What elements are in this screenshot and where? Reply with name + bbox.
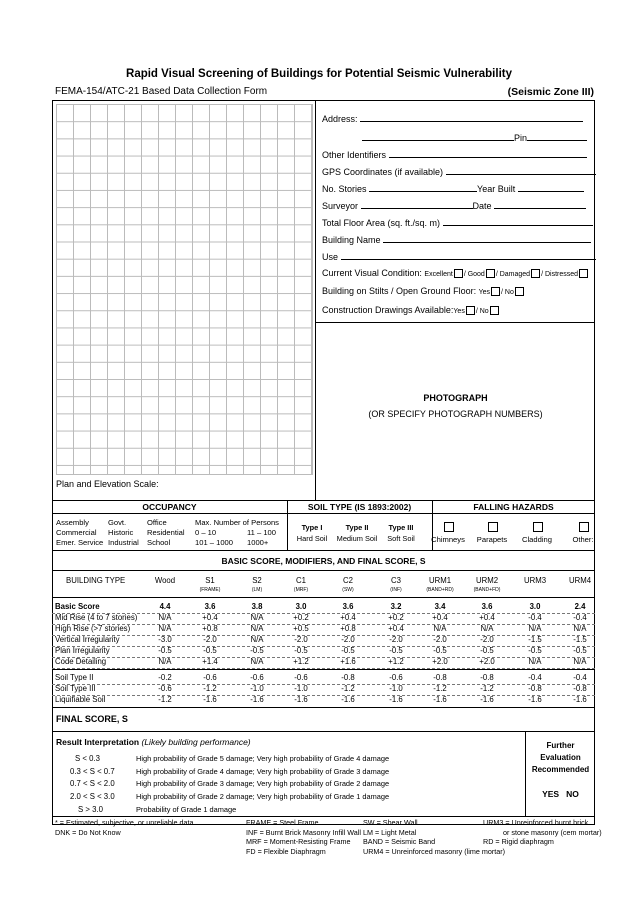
score-value: -1.6 [294,695,308,704]
section-line [52,816,595,817]
row-separator [52,695,595,696]
floor-area-field[interactable]: Total Floor Area (sq. ft./sq. m) [322,216,593,228]
score-value: 3.6 [342,602,354,611]
occupancy-option[interactable]: Historic [108,528,134,537]
section-line [52,707,595,708]
score-value: -0.8 [480,673,494,682]
photo-divider [316,322,595,323]
excellent-checkbox[interactable] [454,269,463,278]
distressed-checkbox[interactable] [579,269,588,278]
building-type-name: C3 [391,576,401,585]
building-type-name: URM2 [475,576,499,585]
score-value: -0.5 [573,646,587,655]
section-line [52,550,595,551]
score-value: -0.5 [203,646,217,655]
footnote: MRF = Moment-Resisting Frame [246,837,351,847]
score-value: -0.4 [573,613,587,622]
damaged-checkbox[interactable] [531,269,540,278]
building-type-sub: (SW) [342,587,354,593]
score-value: -0.4 [528,613,542,622]
building-type-sub: (INF) [390,587,402,593]
occupancy-option[interactable]: School [147,538,171,547]
score-value: -1.6 [389,695,403,704]
occupancy-option[interactable]: Assembly [56,518,89,527]
address-field[interactable]: Address: [322,112,583,124]
building-name-field[interactable]: Building Name [322,233,591,245]
persons-title: Max. Number of Persons [195,518,279,527]
score-value: N/A [250,635,264,644]
score-value: +2.0 [432,657,448,666]
soil-type-label[interactable]: Type II [345,523,369,532]
section-line [52,731,595,732]
score-value: 3.0 [295,602,307,611]
hazard-checkbox[interactable] [488,522,498,532]
building-type-sub: (FRAME) [199,587,221,593]
result-description: High probability of Grade 4 damage; Very high probability of Grade 3 damage [136,766,390,776]
score-value: +0.2 [388,613,404,622]
section-line [52,513,595,514]
stilts-field: Building on Stilts / Open Ground Floor: Yes / No [322,286,525,296]
row-separator [52,684,595,685]
score-value: -0.6 [158,684,172,693]
score-value: 2.4 [574,602,586,611]
building-type-name: C1 [296,576,306,585]
score-row-label: Plan Irregularity [55,646,110,655]
score-value: -0.4 [528,673,542,682]
score-value: -1.2 [203,684,217,693]
surveyor-field[interactable]: Surveyor Date [322,199,586,211]
score-row-label: Code Detailing [55,657,107,666]
building-type-name: C2 [343,576,353,585]
score-value: +0.5 [293,624,309,633]
result-range: 0.7 < S < 2.0 [70,779,115,789]
score-value: -2.0 [389,635,403,644]
footnote: BAND = Seismic Band [363,837,436,847]
sketch-grid[interactable] [56,104,313,475]
footnote: or stone masonry (cem mortar) [503,827,602,837]
footnote: DNK = Do Not Know [55,827,121,837]
section-line [52,500,595,501]
footnote: INF = Burnt Brick Masonry Infill Wall [246,827,361,837]
soil-header: SOIL TYPE (IS 1893:2002) [307,502,412,512]
score-value: -2.0 [203,635,217,644]
score-value: -1.0 [294,684,308,693]
drawings-no-checkbox[interactable] [490,306,499,315]
footnote: URM3 = Unreinforced burnt brick [483,818,589,827]
score-value: +1.6 [340,657,356,666]
score-value: -1.0 [250,684,264,693]
result-range: S > 3.0 [78,804,103,814]
score-value: N/A [250,624,264,633]
result-title: Result Interpretation (Likely building performance) [56,737,251,747]
score-value: N/A [158,613,172,622]
score-value: -0.4 [573,673,587,682]
score-value: -1.6 [528,695,542,704]
footnote: FD = Flexible Diaphragm [246,846,326,856]
score-value: 3.8 [251,602,263,611]
soil-type-label[interactable]: Type I [301,523,323,532]
footnote: URM4 = Unreinforced masonry (lime mortar) [363,846,505,856]
final-score-label[interactable]: FINAL SCORE, S [56,714,128,724]
soil-type-desc: Hard Soil [296,534,328,543]
score-value: -0.6 [389,673,403,682]
score-value: -1.6 [573,695,587,704]
footnote: FRAME = Steel Frame [246,818,319,827]
score-row-label: Mid Rise (4 to 7 stories) [55,613,138,622]
photo-subtitle: (OR SPECIFY PHOTOGRAPH NUMBERS) [368,409,543,419]
score-value: +0.2 [293,613,309,622]
building-type-sub: (BAND+RD) [426,587,454,593]
score-value: N/A [158,657,172,666]
building-type-sub: (MRF) [293,587,309,593]
score-value: -0.2 [158,673,172,682]
score-value: N/A [528,657,542,666]
score-value: 3.6 [204,602,216,611]
column-divider [315,100,316,500]
score-value: -2.0 [341,635,355,644]
building-type-name: S1 [205,576,215,585]
footnote: SW = Shear Wall [363,818,418,827]
score-value: -1.0 [389,684,403,693]
score-value: N/A [573,657,587,666]
hazards-header: FALLING HAZARDS [473,502,554,512]
score-value: -2.0 [433,635,447,644]
soil-type-desc: Medium Soil [336,534,378,543]
section-line [52,669,595,670]
form-title: Rapid Visual Screening of Buildings for Potential Seismic Vulnerability [126,68,512,80]
further-evaluation: Further Evaluation Recommended [531,741,590,774]
persons-option[interactable]: 101 – 1000 [195,538,234,547]
hazard-label: Parapets [476,535,508,544]
score-value: 3.0 [529,602,541,611]
occupancy-option[interactable]: Industrial [108,538,139,547]
score-value: +0.4 [340,613,356,622]
score-value: -0.5 [250,646,264,655]
score-value: +0.4 [432,613,448,622]
occupancy-option[interactable]: Emer. Service [56,538,104,547]
result-range: 2.0 < S < 3.0 [70,792,115,802]
score-row-label: High Rise (>7 stories) [55,624,131,633]
building-type-sub: (BAND+FD) [473,587,501,593]
score-value: +0.4 [388,624,404,633]
result-description: Probability of Grade 1 damage [136,804,237,814]
score-value: -0.5 [433,646,447,655]
footnote: RD = Rigid diaphragm [483,837,554,847]
score-value: -1.2 [341,684,355,693]
stilts-yes-checkbox[interactable] [491,287,500,296]
persons-option[interactable]: 11 – 100 [247,528,276,537]
hazard-label: Cladding [522,535,552,544]
score-value: -2.0 [294,635,308,644]
result-description: High probability of Grade 3 damage; Very high probability of Grade 2 damage [136,779,390,789]
score-value: -0.8 [341,673,355,682]
score-value: -1.6 [250,695,264,704]
hazard-checkbox[interactable] [444,522,454,532]
building-type-name: URM3 [523,576,547,585]
occupancy-option[interactable]: Office [147,518,167,527]
score-value: +1.2 [388,657,404,666]
score-value: -1.5 [528,635,542,644]
score-value: +1.2 [293,657,309,666]
occupancy-option[interactable]: Govt. [108,518,127,527]
evaluation-choice[interactable]: YES NO [542,789,579,799]
section-line [52,570,595,571]
basic-score-header: BASIC SCORE, MODIFIERS, AND FINAL SCORE, S [221,556,426,566]
score-value: -1.6 [203,695,217,704]
score-row-label: Basic Score [55,602,100,611]
score-value: N/A [250,613,264,622]
hazard-label: Other: [572,535,594,544]
row-separator [52,635,595,636]
pin-field[interactable]: Pin [362,131,587,143]
footnote: * = Estimated, subjective, or unreliable data [55,818,194,827]
score-value: -1.6 [341,695,355,704]
score-value: -0.5 [480,646,494,655]
score-value: +0.8 [202,624,218,633]
score-value: -1.2 [158,695,172,704]
score-value: -0.5 [341,646,355,655]
result-description: High probability of Grade 2 damage; Very high probability of Grade 1 damage [136,792,390,802]
building-type-sub: (LM) [251,587,263,593]
score-value: N/A [480,624,494,633]
occupancy-header: OCCUPANCY [142,502,197,512]
score-value: +0.4 [479,613,495,622]
row-separator [52,624,595,625]
stories-field[interactable]: No. Stories Year Built [322,182,584,194]
building-type-name: URM1 [428,576,452,585]
score-value: -3.0 [158,635,172,644]
score-row-label: Soil Type III [55,684,96,693]
score-value: -1.2 [480,684,494,693]
score-value: -0.8 [528,684,542,693]
result-range: S < 0.3 [75,754,100,763]
section-line [52,597,595,598]
score-value: -0.5 [294,646,308,655]
score-value: N/A [528,624,542,633]
good-checkbox[interactable] [486,269,495,278]
score-value: N/A [433,624,447,633]
score-value: -0.6 [250,673,264,682]
score-value: 3.2 [390,602,402,611]
persons-option[interactable]: 1000+ [247,538,269,547]
score-value: -0.5 [389,646,403,655]
score-value: -0.8 [573,684,587,693]
form-name: FEMA-154/ATC-21 Based Data Collection Form [55,86,268,97]
score-value: -0.5 [528,646,542,655]
score-row-label: Liquifiable Soil [55,695,106,704]
visual-condition-field: Current Visual Condition: Excellent / Good / Damaged / Distressed [322,268,589,278]
score-value: N/A [250,657,264,666]
score-value: -1.6 [480,695,494,704]
plan-scale-label: Plan and Elevation Scale: [56,479,159,489]
score-value: N/A [158,624,172,633]
score-value: +0.8 [340,624,356,633]
score-value: 3.4 [434,602,446,611]
row-separator [52,646,595,647]
result-description: High probability of Grade 5 damage; Very high probability of Grade 4 damage [136,754,390,763]
soil-type-label[interactable]: Type III [388,523,414,532]
photo-title: PHOTOGRAPH [423,393,488,403]
building-type-label: BUILDING TYPE [66,576,126,585]
score-row-label: Soil Type II [55,673,94,682]
building-type-name: Wood [154,576,176,585]
score-value: -0.6 [294,673,308,682]
building-type-name: S2 [252,576,262,585]
seismic-zone: (Seismic Zone III) [507,86,594,98]
footnote: LM = Light Metal [363,827,417,837]
score-value: -1.6 [433,695,447,704]
occupancy-option[interactable]: Residential [147,528,185,537]
hazard-label: Chimneys [431,535,465,544]
row-separator [52,657,595,658]
other-identifiers-field[interactable]: Other Identifiers [322,148,587,160]
score-value: -1.5 [573,635,587,644]
score-value: -2.0 [480,635,494,644]
score-value: +2.0 [479,657,495,666]
score-row-label: Vertical Irregularity [55,635,120,644]
drawings-field: Construction Drawings Available:Yes / No [322,305,500,315]
score-value: -0.6 [203,673,217,682]
score-value: 4.4 [159,602,171,611]
stilts-no-checkbox[interactable] [515,287,524,296]
gps-field[interactable]: GPS Coordinates (if available) [322,165,596,177]
use-field[interactable]: Use [322,250,596,262]
score-value: 3.6 [481,602,493,611]
soil-type-desc: Soft Soil [387,534,415,543]
persons-option[interactable]: 0 – 10 [195,528,217,537]
building-type-name: URM4 [568,576,592,585]
score-value: -0.5 [158,646,172,655]
result-range: 0.3 < S < 0.7 [70,766,115,776]
score-value: +1.4 [202,657,218,666]
hazard-checkbox[interactable] [533,522,543,532]
score-value: -1.2 [433,684,447,693]
score-value: +0.4 [202,613,218,622]
occupancy-option[interactable]: Commercial [56,528,97,537]
hazard-checkbox[interactable] [579,522,589,532]
drawings-yes-checkbox[interactable] [466,306,475,315]
score-value: -0.8 [433,673,447,682]
score-value: N/A [573,624,587,633]
